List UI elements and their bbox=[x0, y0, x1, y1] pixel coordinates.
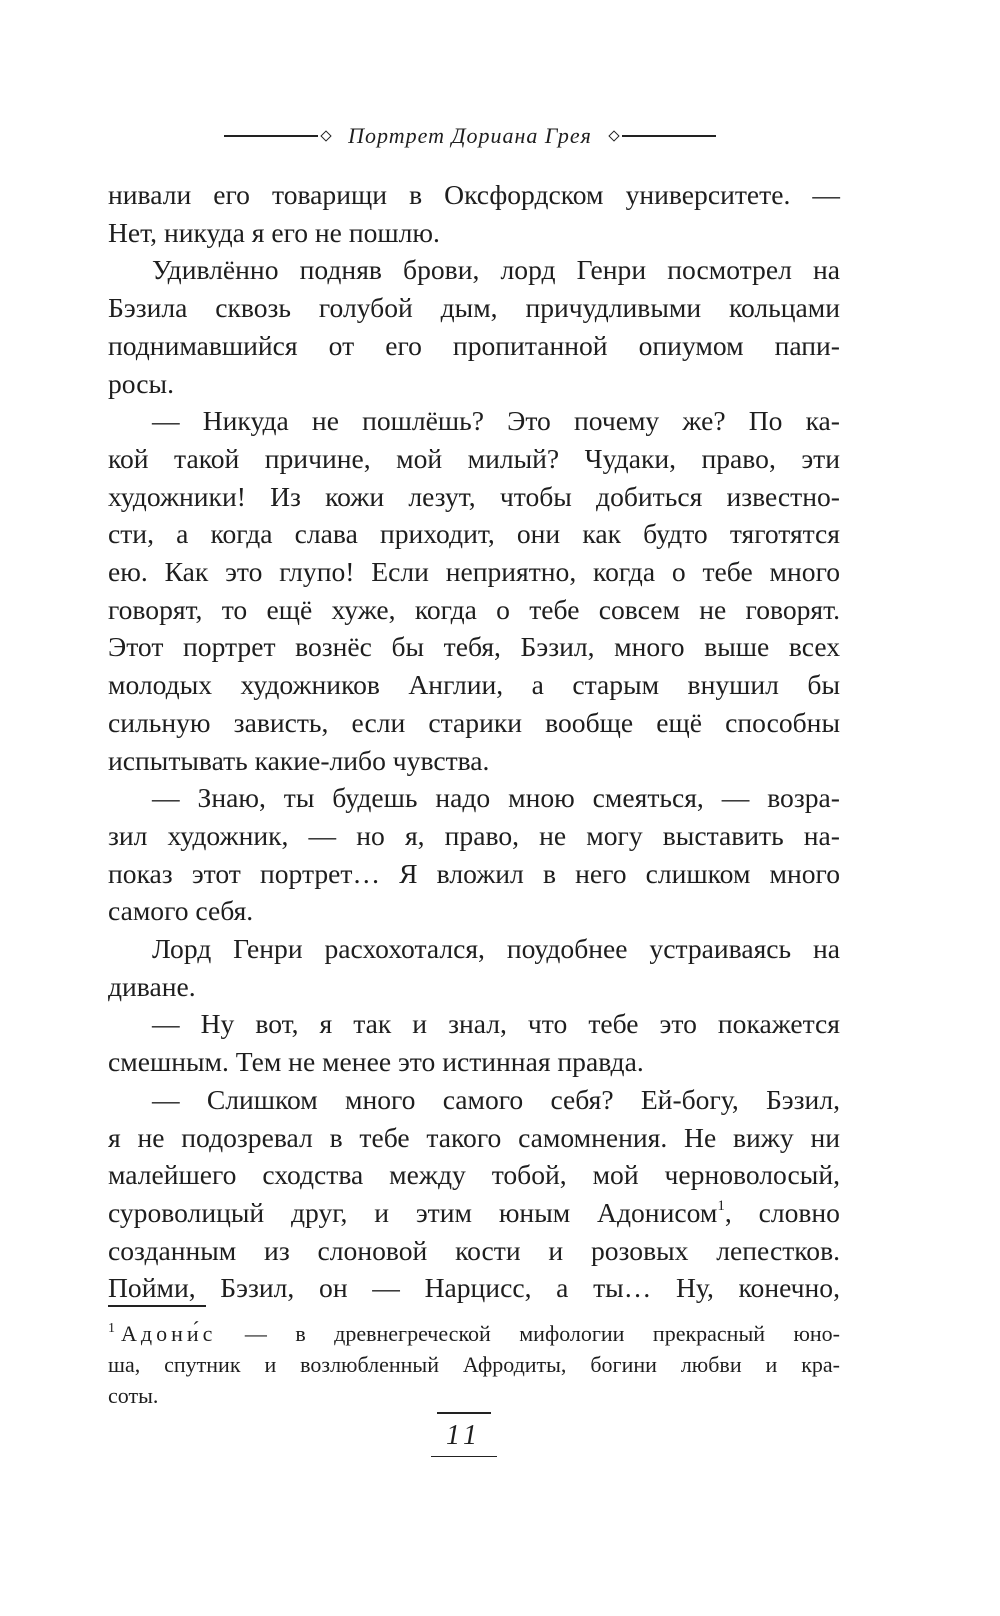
footnote-term: Адони́с bbox=[121, 1321, 217, 1346]
footnote-line bbox=[108, 1318, 840, 1349]
footnote-reference[interactable]: 1 bbox=[717, 1197, 725, 1214]
text-line: Нет, никуда я его не пошлю. bbox=[108, 216, 440, 248]
text-line: — Никуда не пошлёшь? Это почему же? По ка- bbox=[152, 405, 840, 437]
text-line: я не подозревал в тебе такого самомнения. Не вижу ни bbox=[108, 1121, 840, 1153]
text-line: созданным из слоновой кости и розовых лепестков. bbox=[108, 1234, 840, 1266]
text-line: Лорд Генри расхохотался, поудобнее устраиваясь на bbox=[152, 933, 840, 965]
text-line: показ этот портрет… Я вложил в него слишком много bbox=[108, 857, 840, 889]
header-ornament-right bbox=[606, 132, 716, 140]
body-text bbox=[108, 176, 840, 1307]
text-line: Пойми, Бэзил, он — Нарцисс, а ты… Ну, конечно, bbox=[108, 1272, 840, 1304]
footnote-mark: 1 bbox=[108, 1321, 115, 1336]
folio-rule-bottom bbox=[431, 1456, 497, 1458]
page-number-block bbox=[431, 1412, 497, 1457]
text-line: смешным. Тем не менее это истинная правда. bbox=[108, 1046, 644, 1078]
footnote-separator bbox=[108, 1305, 206, 1307]
text-line: молодых художников Англии, а старым внушил бы bbox=[108, 669, 840, 701]
text-line bbox=[108, 1194, 840, 1232]
text-line: диване. bbox=[108, 970, 196, 1002]
text-line: росы. bbox=[108, 367, 174, 399]
footnote-line: ша, спутник и возлюбленный Афродиты, богини любви и кра- bbox=[108, 1352, 840, 1377]
text-line: малейшего сходства между тобой, мой черноволосый, bbox=[108, 1159, 840, 1191]
footnote-line: соты. bbox=[108, 1383, 159, 1408]
header-ornament-left bbox=[224, 132, 334, 140]
text-line: — Слишком много самого себя? Ей-богу, Бэзил, bbox=[152, 1083, 840, 1115]
page-number: 11 bbox=[446, 1419, 482, 1451]
text-line: сильную зависть, если старики вообще ещё способны bbox=[108, 706, 840, 738]
text-line: самого себя. bbox=[108, 895, 254, 927]
footnote bbox=[108, 1318, 840, 1411]
text-line: художники! Из кожи лезут, чтобы добиться известно- bbox=[108, 480, 840, 512]
running-head bbox=[200, 118, 740, 154]
text-line: — Ну вот, я так и знал, что тебе это покажется bbox=[152, 1008, 840, 1040]
text-segment: , словно bbox=[724, 1196, 840, 1228]
text-line: испытывать какие-либо чувства. bbox=[108, 744, 490, 776]
text-line: ею. Как это глупо! Если неприятно, когда о тебе много bbox=[108, 556, 840, 588]
text-line: нивали его товарищи в Оксфордском университете. — bbox=[108, 179, 840, 210]
text-line: зил художник, — но я, право, не могу выставить на- bbox=[108, 819, 840, 851]
footnote-text: — в древнегреческой мифологии прекрасный юно- bbox=[216, 1321, 840, 1346]
text-line: кой такой причине, мой милый? Чудаки, право, эти bbox=[108, 442, 840, 474]
text-line: сти, а когда слава приходит, они как будто тяготятся bbox=[108, 518, 840, 550]
text-line: Удивлённо подняв брови, лорд Генри посмотрел на bbox=[152, 254, 840, 286]
text-line: — Знаю, ты будешь надо мною смеяться, — возра- bbox=[152, 782, 840, 814]
text-line: Бэзила сквозь голубой дым, причудливыми кольцами bbox=[108, 292, 840, 324]
text-line: Этот портрет вознёс бы тебя, Бэзил, много выше всех bbox=[108, 631, 840, 663]
text-line: говорят, то ещё хуже, когда о тебе совсем не говорят. bbox=[108, 593, 840, 625]
text-segment: суроволицый друг, и этим юным Адонисом bbox=[108, 1196, 718, 1228]
running-head-title: Портрет Дориана Грея bbox=[348, 123, 592, 148]
text-line: поднимавшийся от его пропитанной опиумом папи- bbox=[108, 329, 840, 361]
